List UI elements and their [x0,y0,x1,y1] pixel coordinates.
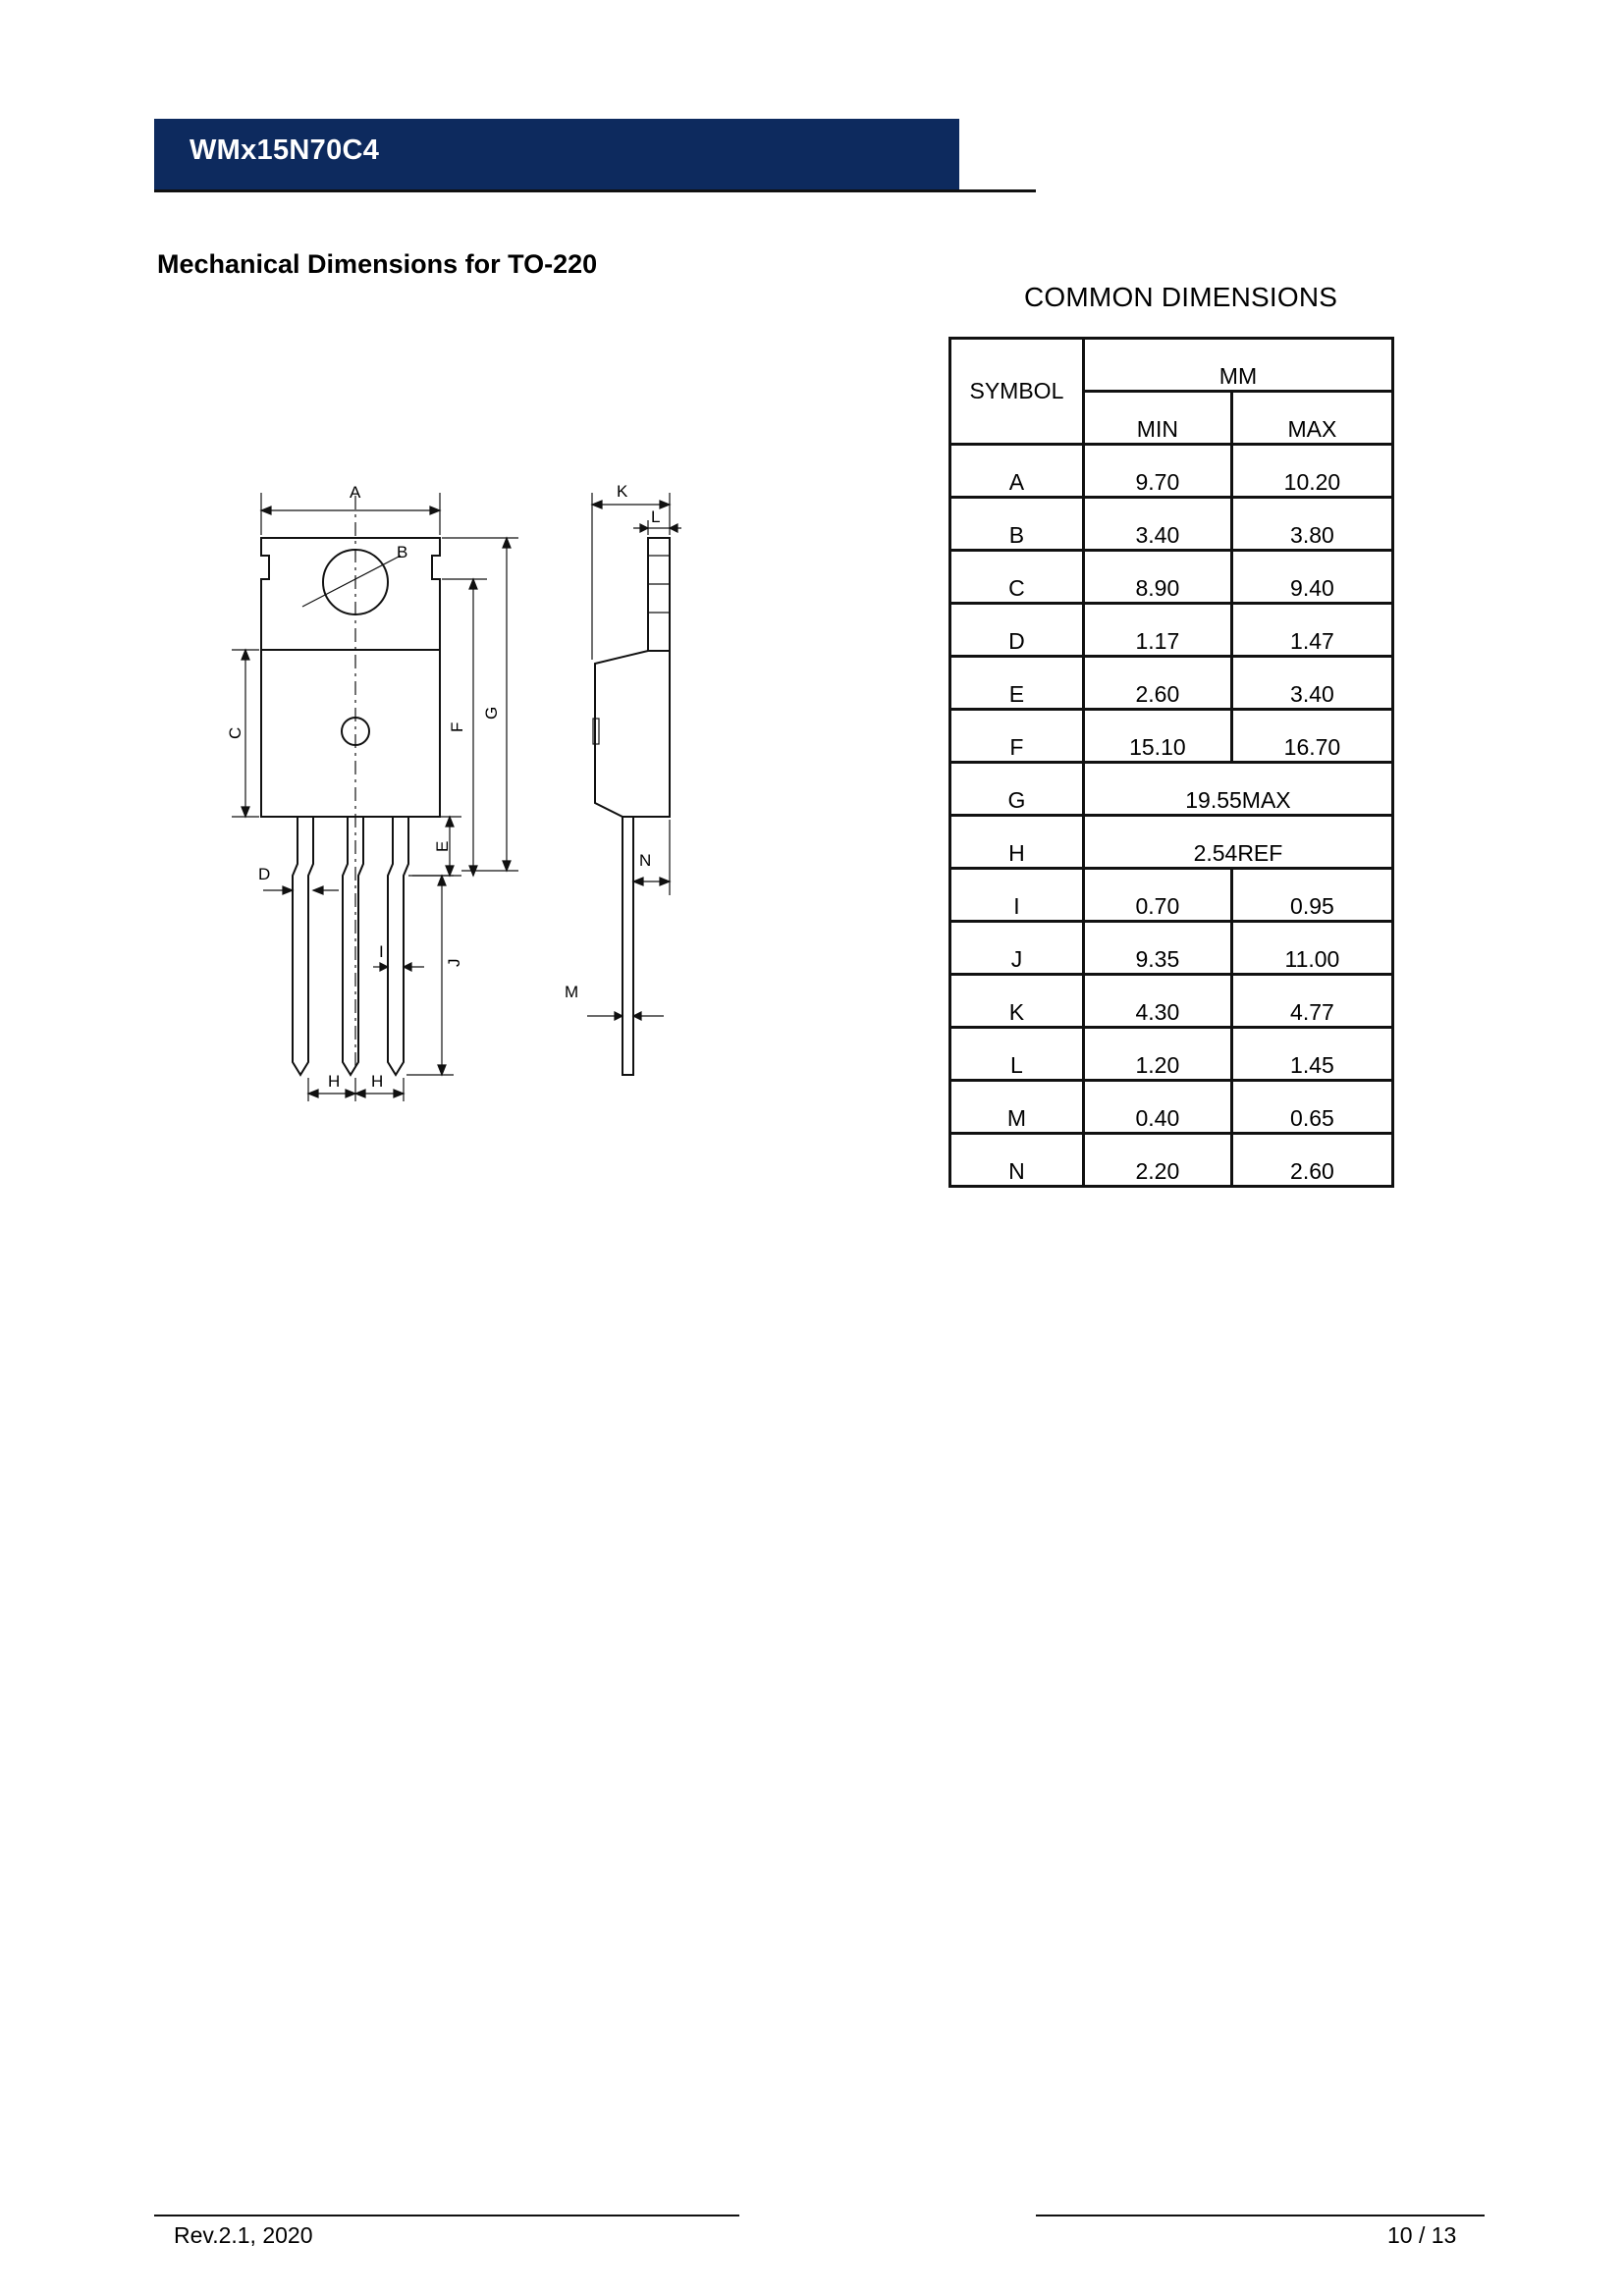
row-symbol: K [950,975,1084,1028]
row-symbol: J [950,922,1084,975]
row-min: 3.40 [1083,498,1231,551]
row-min: 15.10 [1083,710,1231,763]
row-max: 3.40 [1231,657,1392,710]
row-symbol: E [950,657,1084,710]
row-symbol: M [950,1081,1084,1134]
row-symbol: A [950,445,1084,498]
row-symbol: L [950,1028,1084,1081]
dim-label-m: M [565,983,579,1001]
min-header: MIN [1083,392,1231,445]
row-max: 0.95 [1231,869,1392,922]
row-symbol: H [950,816,1084,869]
lead-right [388,817,408,1075]
front-view-body [261,650,440,817]
table-row [950,763,1393,816]
table-row [950,710,1393,763]
row-value: 2.54REF [1083,816,1392,869]
dim-label-f: F [448,721,466,732]
table-row [950,869,1393,922]
part-number-title: WMx15N70C4 [189,134,380,166]
row-min: 1.20 [1083,1028,1231,1081]
row-min: 8.90 [1083,551,1231,604]
row-symbol: F [950,710,1084,763]
dim-label-h1: H [328,1072,341,1091]
side-view-lead [623,817,633,1075]
dimensions-table [948,337,1394,1188]
max-header: MAX [1231,392,1392,445]
table-row [950,657,1393,710]
row-symbol: G [950,763,1084,816]
lead-center [343,817,363,1075]
dim-label-n: N [639,851,652,870]
row-symbol: D [950,604,1084,657]
row-min: 2.20 [1083,1134,1231,1187]
table-row [950,1028,1393,1081]
table-row [950,1081,1393,1134]
dim-label-k: K [617,482,628,501]
row-symbol: B [950,498,1084,551]
dim-label-e: E [433,840,452,852]
row-symbol: C [950,551,1084,604]
table-row [950,922,1393,975]
to220-outline-drawing [0,0,943,1129]
table-row [950,551,1393,604]
row-max: 0.65 [1231,1081,1392,1134]
dim-label-h2: H [371,1072,384,1091]
row-min: 2.60 [1083,657,1231,710]
table-row [950,1134,1393,1187]
row-max: 10.20 [1231,445,1392,498]
table-row [950,975,1393,1028]
table-row [950,445,1393,498]
dim-label-l: L [651,507,661,526]
side-view-tab [648,538,670,651]
row-min: 9.70 [1083,445,1231,498]
table-caption: COMMON DIMENSIONS [1024,282,1338,312]
front-view-tab [261,538,440,650]
row-max: 1.47 [1231,604,1392,657]
table-row [950,816,1393,869]
row-max: 3.80 [1231,498,1392,551]
dim-label-g: G [482,706,501,720]
row-min: 0.70 [1083,869,1231,922]
lead-left [293,817,313,1075]
row-max: 16.70 [1231,710,1392,763]
section-title: Mechanical Dimensions for TO-220 [157,249,598,279]
dim-label-i: I [379,942,384,961]
symbol-header: SYMBOL [950,339,1084,445]
row-min: 9.35 [1083,922,1231,975]
revision-text: Rev.2.1, 2020 [174,2222,313,2248]
dim-label-d: D [258,865,271,883]
row-max: 1.45 [1231,1028,1392,1081]
row-min: 1.17 [1083,604,1231,657]
row-min: 0.40 [1083,1081,1231,1134]
row-symbol: I [950,869,1084,922]
side-view-body [595,651,670,817]
table-row [950,498,1393,551]
dim-label-b: B [397,543,408,561]
page-number: 10 / 13 [1387,2222,1457,2248]
dim-label-j: J [445,958,463,967]
row-max: 4.77 [1231,975,1392,1028]
row-symbol: N [950,1134,1084,1187]
row-min: 4.30 [1083,975,1231,1028]
row-max: 2.60 [1231,1134,1392,1187]
row-max: 11.00 [1231,922,1392,975]
row-max: 9.40 [1231,551,1392,604]
unit-header: MM [1083,339,1392,392]
row-value: 19.55MAX [1083,763,1392,816]
footer-rule-left [154,2215,739,2216]
dim-label-a: A [350,483,361,502]
table-row [950,604,1393,657]
footer-rule-right [1036,2215,1485,2216]
dim-label-c: C [226,726,244,739]
